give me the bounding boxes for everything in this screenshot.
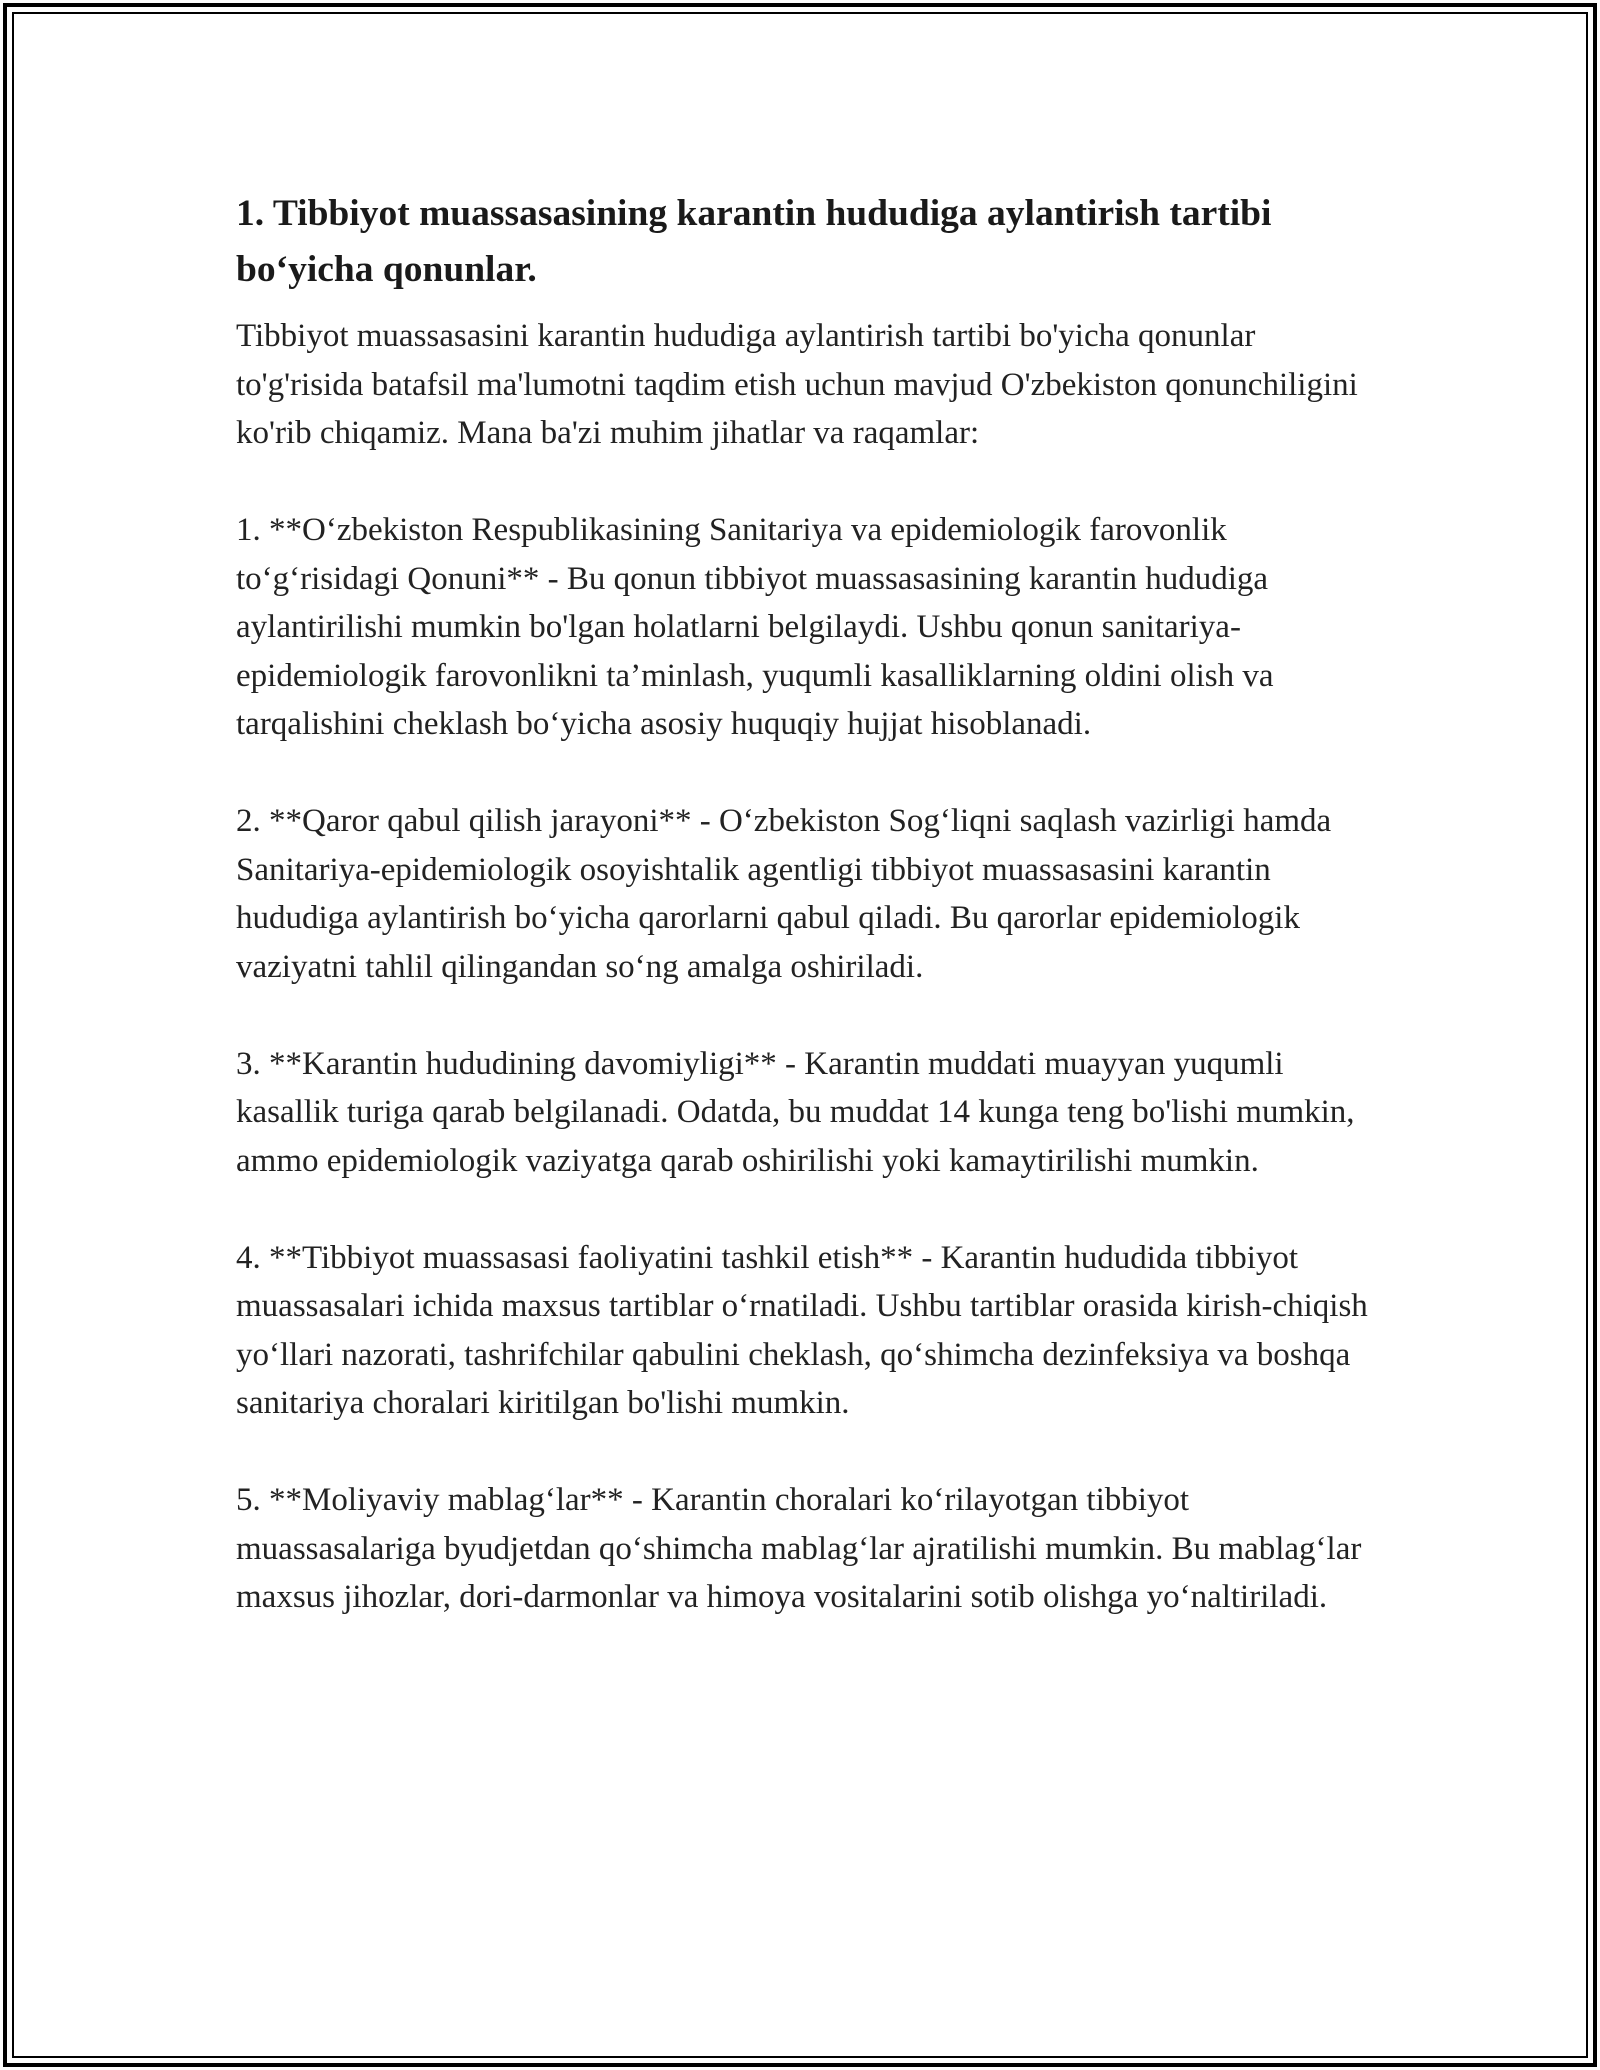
list-item-5: 5. **Moliyaviy mablag‘lar** - Karantin choralari ko‘rilayotgan tibbiyot muassasalariga byudjetdan qo‘shimcha mablag‘lar ajratilishi mumkin. Bu mablag‘lar maxsus jihozlar, dori-darmonlar va himoya vositalarini sotib olishga yo‘naltiriladi. — [236, 1482, 1362, 1615]
intro-paragraph: Tibbiyot muassasasini karantin hududiga aylantirish tartibi bo'yicha qonunlar to'g'risida batafsil ma'lumotni taqdim etish uchun mavjud O'zbekiston qonunchiligini ko'rib chiqamiz. Mana ba'zi muhim jihatlar va raqamlar: — [236, 318, 1358, 451]
section-heading: 1. Tibbiyot muassasasining karantin hududiga aylantirish tartibi bo‘yicha qonunlar. — [236, 193, 1272, 290]
list-item-2: 2. **Qaror qabul qilish jarayoni** - O‘zbekiston Sog‘liqni saqlash vazirligi hamda Sanitariya-epidemiologik osoyishtalik agentligi tibbiyot muassasasini karantin hududiga aylantirish bo‘yicha qarorlarni qabul qiladi. Bu qarorlar epidemiologik vaziyatni tahlil qilingandan so‘ng amalga oshiriladi. — [236, 803, 1332, 985]
list-item-1: 1. **O‘zbekiston Respublikasining Sanitariya va epidemiologik farovonlik to‘g‘risidagi Qonuni** - Bu qonun tibbiyot muassasasining karantin hududiga aylantirilishi mumkin bo'lgan holatlarni belgilaydi. Ushbu qonun sanitariya-epidemiologik farovonlikni ta’minlash, yuqumli kasalliklarning oldini olish va tarqalishini cheklash bo‘yicha asosiy huquqiy hujjat hisoblanadi. — [236, 512, 1274, 742]
list-item-4: 4. **Tibbiyot muassasasi faoliyatini tashkil etish** - Karantin hududida tibbiyot muassasalari ichida maxsus tartiblar o‘rnatiladi. Ushbu tartiblar orasida kirish-chiqish yo‘llari nazorati, tashrifchilar qabulini cheklash, qo‘shimcha dezinfeksiya va boshqa sanitariya choralari kiritilgan bo'lishi mumkin. — [236, 1239, 1368, 1421]
document-body — [236, 186, 1376, 1622]
list-item-3: 3. **Karantin hududining davomiyligi** - Karantin muddati muayyan yuqumli kasallik turiga qarab belgilanadi. Odatda, bu muddat 14 kunga teng bo'lishi mumkin, ammo epidemiologik vaziyatga qarab oshirilishi yoki kamaytirilishi mumkin. — [236, 1045, 1355, 1179]
